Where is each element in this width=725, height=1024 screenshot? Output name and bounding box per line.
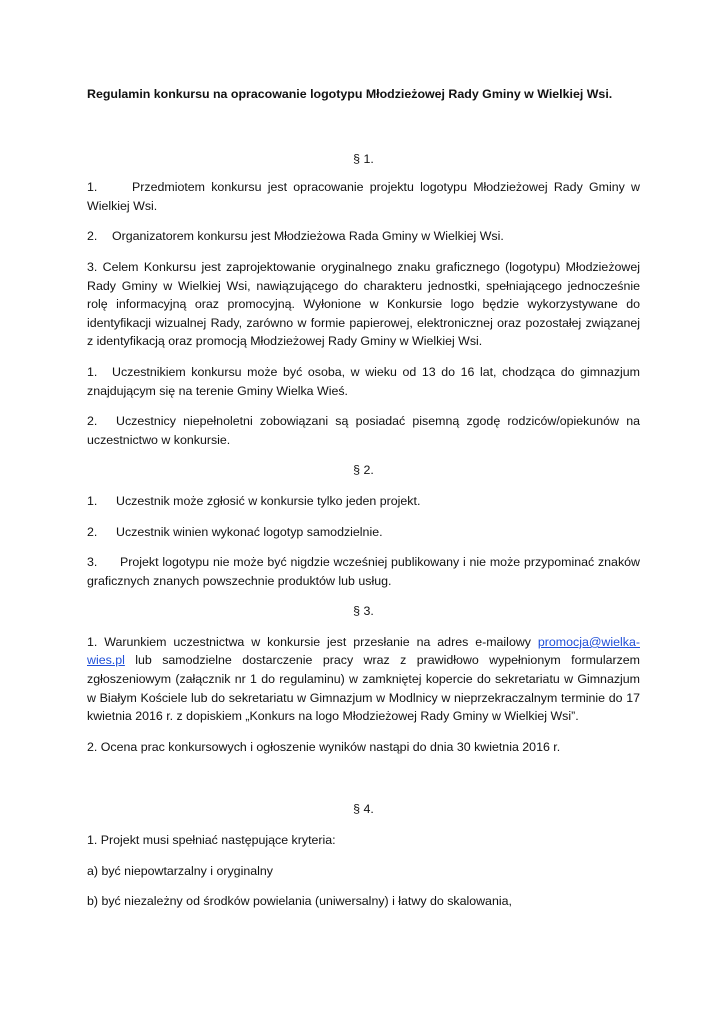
s1-p1-number: 1. (87, 180, 98, 195)
s1-p1-text: Przedmiotem konkursu jest opracowanie projektu logotypu Młodzieżowej Rady Gminy w Wielkiej Wsi. (87, 180, 640, 213)
s1-p2-text: Organizatorem konkursu jest Młodzieżowa Rada Gminy w Wielkiej Wsi. (112, 229, 504, 244)
s1-paragraph-4 (87, 363, 640, 400)
s4-paragraph-3: b) być niezależny od środków powielania (uniwersalny) i łatwy do skalowania, (87, 894, 512, 909)
s3-paragraph-2: 2. Ocena prac konkursowych i ogłoszenie wyników nastąpi do dnia 30 kwietnia 2016 r. (87, 739, 561, 754)
s2-p1-text: Uczestnik może zgłosić w konkursie tylko jeden projekt. (116, 493, 421, 508)
s1-p5-number: 2. (87, 414, 98, 429)
s1-p4-text: Uczestnikiem konkursu może być osoba, w wieku od 13 do 16 lat, chodząca do gimnazjum znajdującym się na terenie Gminy Wielka Wieś. (87, 364, 640, 398)
section-heading-2: § 2. (353, 463, 374, 478)
s2-p1-number: 1. (87, 493, 98, 508)
section-heading-4: § 4. (353, 802, 374, 817)
s2-paragraph-1 (87, 492, 640, 511)
s4-paragraph-1: 1. Projekt musi spełniać następujące kryteria: (87, 833, 336, 848)
s1-p2-number: 2. (87, 229, 98, 244)
s3-p1-text-before: 1. Warunkiem uczestnictwa w konkursie jest przesłanie na adres e-mailowy (87, 634, 538, 649)
s1-paragraph-5 (87, 412, 640, 449)
document-title: Regulamin konkursu na opracowanie logotypu Młodzieżowej Rady Gminy w Wielkiej Wsi. (87, 87, 613, 101)
s2-p2-number: 2. (87, 524, 98, 539)
section-heading-3: § 3. (353, 604, 374, 619)
s3-p1-text-after: lub samodzielne dostarczenie pracy wraz z prawidłowo wypełnionym formularzem zgłoszeniowym (załącznik nr 1 do regulaminu) w zamkniętej kopercie do sekretariatu w Gimnazjum w Białym Kościele lub do sekretariatu w Gimnazjum w Modlnicy w nieprzekraczalnym terminie do 17 kwietnia 2016 r. z dopiskiem „Konkurs na logo Młodzieżowej Rady Gminy w Wielkiej Wsi”. (87, 653, 640, 724)
s1-p5-text: Uczestnicy niepełnoletni zobowiązani są posiadać pisemną zgodę rodziców/opiekunów na uczestnictwo w konkursie. (87, 414, 640, 447)
document-body (87, 85, 640, 911)
s2-p3-number: 3. (87, 555, 98, 570)
s1-p4-number: 1. (87, 364, 98, 379)
s2-p2-text: Uczestnik winien wykonać logotyp samodzielnie. (116, 524, 383, 539)
s2-p3-text: Projekt logotypu nie może być nigdzie wcześniej publikowany i nie może przypominać znaków graficznych znanych powszechnie produktów lub usług. (87, 555, 640, 588)
section-heading-1: § 1. (353, 151, 374, 166)
s1-paragraph-1 (87, 178, 640, 215)
s2-paragraph-2 (87, 523, 640, 542)
s3-paragraph-1 (87, 633, 640, 726)
s4-paragraph-2: a) być niepowtarzalny i oryginalny (87, 863, 273, 878)
email-link[interactable]: promocja@wielka-wies.pl (87, 634, 640, 668)
s2-paragraph-3 (87, 553, 640, 590)
s1-paragraph-3: 3. Celem Konkursu jest zaprojektowanie oryginalnego znaku graficznego (logotypu) Młodzieżowej Rady Gminy w Wielkiej Wsi, nawiązującego do charakteru jednostki, spełniającego jednocześnie rolę informacyjną oraz promocyjną. Wyłonione w Konkursie logo będzie wykorzystywane do identyfikacji wizualnej Rady, zarówno w formie papierowej, elektronicznej oraz pozostałej związanej z identyfikacją oraz promocją Młodzieżowej Rady Gminy w Wielkiej Wsi. (87, 259, 640, 349)
s1-paragraph-2 (87, 227, 640, 246)
